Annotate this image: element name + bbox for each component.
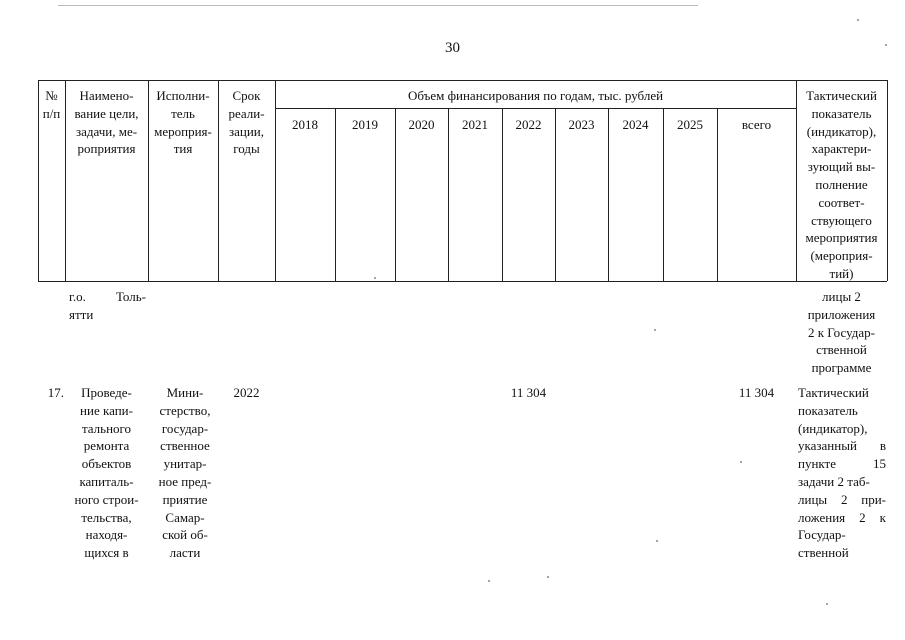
scan-speck: [656, 540, 658, 542]
col-border-2025: [663, 108, 664, 281]
scan-speck: [488, 580, 490, 582]
scan-speck: [740, 461, 742, 463]
scan-speck: [374, 277, 376, 279]
scan-speck: [826, 603, 828, 605]
header-num: № п/п: [42, 88, 61, 121]
page-number: 30: [445, 40, 460, 56]
col-border-4: [275, 80, 276, 281]
header-total: всего: [741, 117, 772, 132]
col-border-total: [717, 108, 718, 281]
table-header-bottom-border: [38, 281, 887, 282]
header-funding-title: Объем финансирования по годам, тыс. рублей: [407, 88, 664, 103]
scan-speck: [885, 44, 887, 46]
col-border-right: [887, 80, 888, 281]
col-border-2022: [502, 108, 503, 281]
continuation-indicator: лицы 2 приложения 2 к Государ- ственной программе: [807, 289, 876, 376]
scan-speck: [857, 19, 859, 21]
table-top-border: [38, 80, 887, 81]
row17-value-2022: 11 304: [510, 385, 547, 400]
continuation-name: г.о. Толь- ятти: [69, 289, 146, 322]
row17-total: 11 304: [738, 385, 775, 400]
header-name: Наимено- вание цели, задачи, ме- роприятия: [74, 88, 139, 157]
page-top-rule: [58, 5, 698, 6]
row17-indicator: Тактический показатель (индикатор), указанный в пункте 15 задачи 2 таб- лицы 2 при- ложения 2 к Государ- ственной: [798, 385, 886, 561]
row17-term: 2022: [233, 385, 260, 400]
col-border-2023: [555, 108, 556, 281]
header-year-2021: 2021: [462, 117, 488, 132]
header-year-2018: 2018: [292, 117, 318, 132]
header-year-2025: 2025: [677, 117, 703, 132]
row17-name: Проведе- ние капи- тального ремонта объектов капиталь- ного строи- тельства, находя- щихся в: [74, 385, 139, 561]
header-year-2020: 2020: [408, 117, 435, 132]
header-year-2023: 2023: [568, 117, 595, 132]
col-border-2024: [608, 108, 609, 281]
header-year-2022: 2022: [515, 117, 542, 132]
scan-speck: [547, 576, 549, 578]
row17-num: 17.: [47, 385, 64, 400]
col-border-2021: [448, 108, 449, 281]
col-border-2020: [395, 108, 396, 281]
row17-executor: Мини- стерство, государ- ственное унитар- ное пред- приятие Самар- ской об- ласти: [158, 385, 212, 561]
header-year-2019: 2019: [352, 117, 378, 132]
header-year-2024: 2024: [622, 117, 649, 132]
col-border-2019: [335, 108, 336, 281]
scan-speck: [654, 329, 656, 331]
header-term: Срок реали- зации, годы: [228, 88, 265, 157]
header-executor: Исполни- тель мероприя- тия: [154, 88, 212, 157]
header-indicator: Тактический показатель (индикатор), характери- зующий вы- полнение соответ- ствующего мероприятия (мероприя- тий): [805, 88, 878, 281]
